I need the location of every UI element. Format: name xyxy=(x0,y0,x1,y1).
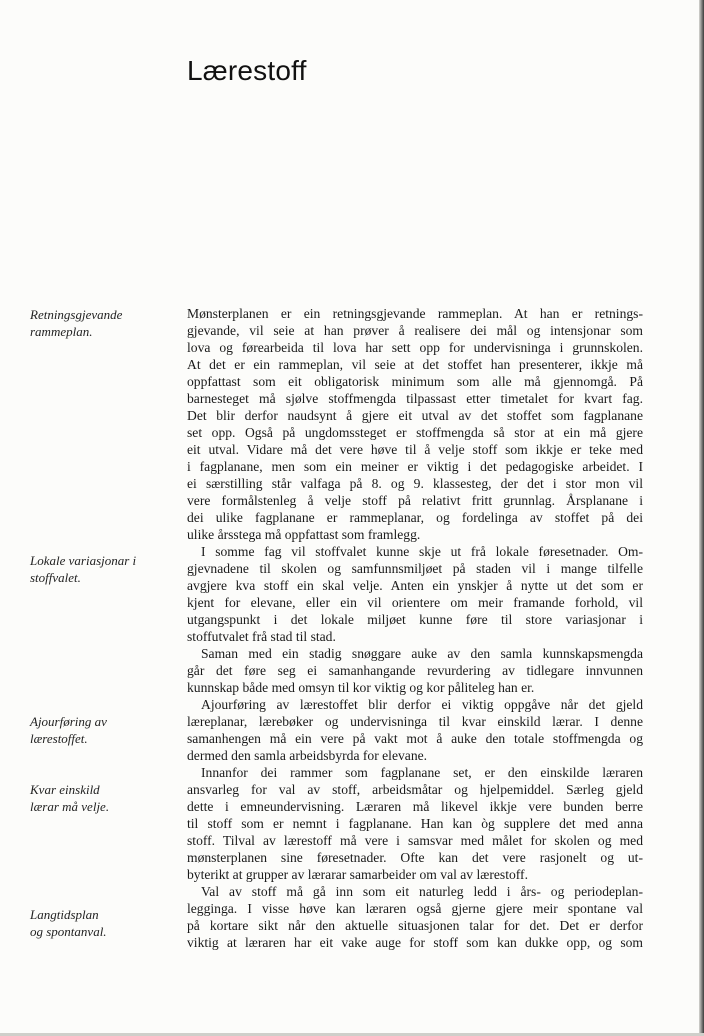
margin-note-line: Langtidsplan xyxy=(30,907,99,922)
text-line: ei særstilling står valfaga på 8. og 9. klassesteg, der det i stor mon vil xyxy=(187,476,643,491)
text-line: på kortare sikt når den aktuelle situasjonen talar for det. Det er derfor xyxy=(187,918,643,933)
margin-note-lokale-variasjonar xyxy=(30,552,160,586)
text-line: Val av stoff må gå inn som eit naturleg ledd i års- og periodeplan- xyxy=(201,884,643,899)
text-line: Saman med ein stadig snøggare auke av den samla kunnskapsmengda xyxy=(201,646,643,661)
text-line: samanhengen må ein vere på vakt mot å auke den totale stoffmengda og xyxy=(187,731,643,746)
margin-note-line: rammeplan. xyxy=(30,324,93,339)
text-line: At det er ein rammeplan, vil seie at det stoffet han presenterer, ikkje må xyxy=(187,357,643,372)
text-line: til stoff som er nemnt i fagplanane. Han kan òg supplere det med anna xyxy=(187,816,643,831)
text-line: Innanfor dei rammer som fagplanane set, er den einskilde læraren xyxy=(201,765,643,780)
text-line: Mønsterplanen er ein retningsgjevande rammeplan. At han er retnings- xyxy=(187,306,643,321)
text-line: set opp. Også på ungdomssteget er stoffmengda så stor at ein må gjere xyxy=(187,425,643,440)
page-title: Lærestoff xyxy=(187,55,307,86)
margin-note-line: Ajourføring av xyxy=(30,714,107,729)
text-line: viktig at læraren har eit vake auge for stoff som kan dukke opp, og som xyxy=(187,935,643,950)
text-line: ulike årsstega må oppfattast som framlegg. xyxy=(187,527,421,542)
text-line: Ajourføring av lærestoffet blir derfor ei viktig oppgåve når det gjeld xyxy=(201,697,643,712)
text-line: Det blir derfor naudsynt å gjere eit utval av det stoffet som fagplanane xyxy=(187,408,643,423)
text-line: byterikt at grupper av lærarar samarbeider om val av lærestoff. xyxy=(187,867,528,882)
text-line: stoffutvalet frå stad til stad. xyxy=(187,629,336,644)
text-line: I somme fag vil stoffvalet kunne skje ut frå lokale føresetnader. Om- xyxy=(201,544,643,559)
text-line: gjevnadene til skolen og samfunnsmiljøet på staden vil i mange tilfelle xyxy=(187,561,643,576)
margin-note-line: Kvar einskild xyxy=(30,782,100,797)
text-line: ansvarleg for val av stoff, arbeidsmåtar og hjelpemiddel. Særleg gjeld xyxy=(187,782,643,797)
text-line: kjent for elevane, eller ein vil orientere om meir framande forhold, vil xyxy=(187,595,643,610)
text-line: kunnskap både med omsyn til kor viktig og kor påliteleg han er. xyxy=(187,680,535,695)
text-line: vere formålstenleg å velje stoff på relativt fritt grunnlag. Årsplanane i xyxy=(187,493,643,508)
text-line: avgjere kva stoff ein skal velje. Anten ein ynskjer å nytte ut det som er xyxy=(187,578,643,593)
text-line: læreplanar, lærebøker og undervisninga til kvar einskild lærar. I denne xyxy=(187,714,643,729)
page-edge-shadow xyxy=(699,0,704,1036)
margin-note-line: og spontanval. xyxy=(30,924,107,939)
margin-note-line: stoffvalet. xyxy=(30,570,81,585)
margin-note-retningsgjevande xyxy=(30,306,160,340)
margin-note-ajourforing xyxy=(30,713,160,747)
text-line: oppfattast som eit obligatorisk minimum som alle må gjennomgå. På xyxy=(187,374,643,389)
text-line: eit utval. Vidare må det vere høve til å velje stoff som ikkje er teke med xyxy=(187,442,643,457)
text-line: i fagplanane, men som ein meiner er viktig i det pedagogiske arbeidet. I xyxy=(187,459,643,474)
margin-note-kvar-einskild xyxy=(30,781,160,815)
margin-note-line: Retningsgjevande xyxy=(30,307,123,322)
text-line: utgangspunkt i det lokale miljøet kunne føre til store variasjonar i xyxy=(187,612,643,627)
text-line: barnesteget må sjølve stoffmengda tilpassast etter timetalet for kvart fag. xyxy=(187,391,643,406)
margin-note-line: lærar må velje. xyxy=(30,799,110,814)
body-text xyxy=(187,305,643,951)
text-line: dei ulike fagplanane er rammeplanar, og fordelinga av stoffet på dei xyxy=(187,510,643,525)
margin-note-langtidsplan xyxy=(30,906,160,940)
text-line: dermed den samla arbeidsbyrda for elevane. xyxy=(187,748,428,763)
text-line: dette i emneundervisning. Læraren må likevel ikkje vere bunden berre xyxy=(187,799,643,814)
margin-note-line: lærestoffet. xyxy=(30,731,88,746)
text-line: mønsterplanen sine føresetnader. Ofte kan det vere rasjonelt og ut- xyxy=(187,850,643,865)
text-line: går det føre seg ei samanhangande revurdering av tidlegare innvunnen xyxy=(187,663,643,678)
text-line: stoff. Tilval av lærestoff må vere i samsvar med målet for skolen og med xyxy=(187,833,643,848)
text-line: legginga. I visse høve kan læraren også gjerne gjere meir spontane val xyxy=(187,901,643,916)
margin-note-line: Lokale variasjonar i xyxy=(30,553,137,568)
text-line: lova og førearbeida til lova har sett opp for undervisninga i grunnskolen. xyxy=(187,340,643,355)
text-line: gjevande, vil seie at han prøver å realisere dei mål og intensjonar som xyxy=(187,323,643,338)
